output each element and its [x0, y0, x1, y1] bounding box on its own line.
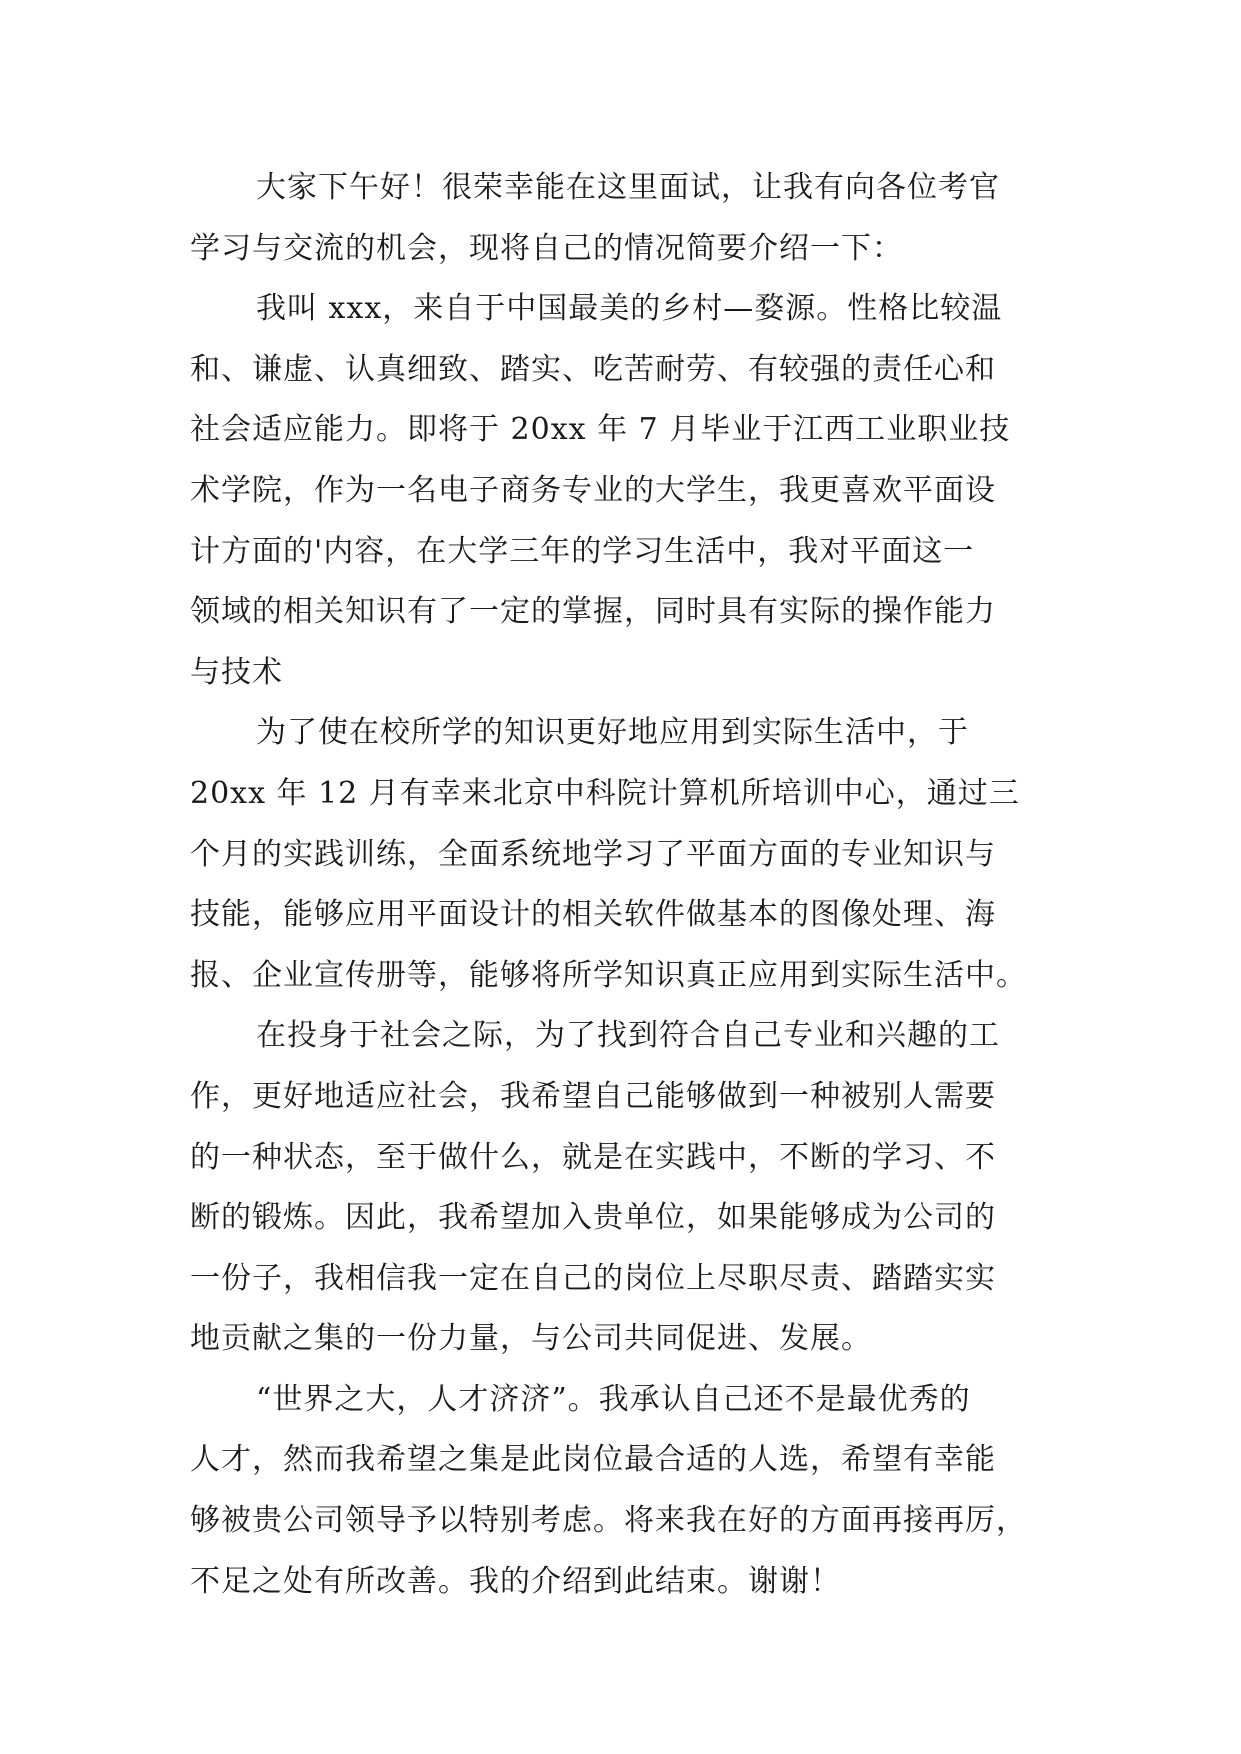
text-line: 报、企业宣传册等，能够将所学知识真正应用到实际生活中。	[190, 957, 1027, 993]
paragraph-self-introduction	[190, 279, 1060, 703]
paragraph-career-goal	[190, 1006, 1060, 1370]
text-line: 学习与交流的机会，现将自己的情况简要介绍一下：	[190, 230, 903, 266]
text-line: 一份子，我相信我一定在自己的岗位上尽职尽责、踏踏实实	[190, 1260, 996, 1296]
paragraph-greeting	[190, 158, 1060, 279]
text-line: 为了使在校所学的知识更好地应用到实际生活中，于	[256, 715, 969, 751]
paragraph-closing	[190, 1370, 1060, 1612]
text-line: 大家下午好！很荣幸能在这里面试，让我有向各位考官	[256, 170, 1000, 205]
text-line: 个月的实践训练，全面系统地学习了平面方面的专业知识与	[190, 836, 996, 872]
text-line: 不足之处有所改善。我的介绍到此结束。谢谢！	[190, 1563, 841, 1599]
text-line: 我叫 xxx，来自于中国最美的乡村—婺源。性格比较温	[256, 291, 1003, 327]
paragraph-training	[190, 703, 1060, 1006]
text-line: 与技术	[190, 654, 283, 690]
text-line: 20xx 年 12 月有幸来北京中科院计算机所培训中心，通过三	[190, 775, 1020, 811]
text-line: 作，更好地适应社会，我希望自己能够做到一种被别人需要	[190, 1078, 996, 1114]
text-line: 人才，然而我希望之集是此岗位最合适的人选，希望有幸能	[190, 1442, 996, 1478]
text-line: 和、谦虚、认真细致、踏实、吃苦耐劳、有较强的责任心和	[190, 351, 996, 387]
text-line: 断的锻炼。因此，我希望加入贵单位，如果能够成为公司的	[190, 1200, 996, 1236]
text-line: 技能，能够应用平面设计的相关软件做基本的图像处理、海	[190, 897, 996, 933]
text-line: 术学院，作为一名电子商务专业的大学生，我更喜欢平面设	[190, 472, 996, 508]
text-line: 的一种状态，至于做什么，就是在实践中，不断的学习、不	[190, 1139, 996, 1175]
text-line: 社会适应能力。即将于 20xx 年 7 月毕业于江西工业职业技	[190, 412, 1011, 448]
text-line: 计方面的'内容，在大学三年的学习生活中，我对平面这一	[190, 533, 975, 569]
document-body	[190, 158, 1060, 1612]
text-line: 够被贵公司领导予以特别考虑。将来我在好的方面再接再厉，	[190, 1503, 1027, 1539]
text-line: 地贡献之集的一份力量，与公司共同促进、发展。	[190, 1321, 872, 1357]
text-line: “世界之大，人才济济”。我承认自己还不是最优秀的	[256, 1381, 971, 1417]
text-line: 领域的相关知识有了一定的掌握，同时具有实际的操作能力	[190, 594, 996, 630]
text-line: 在投身于社会之际，为了找到符合自己专业和兴趣的工	[256, 1018, 1000, 1054]
